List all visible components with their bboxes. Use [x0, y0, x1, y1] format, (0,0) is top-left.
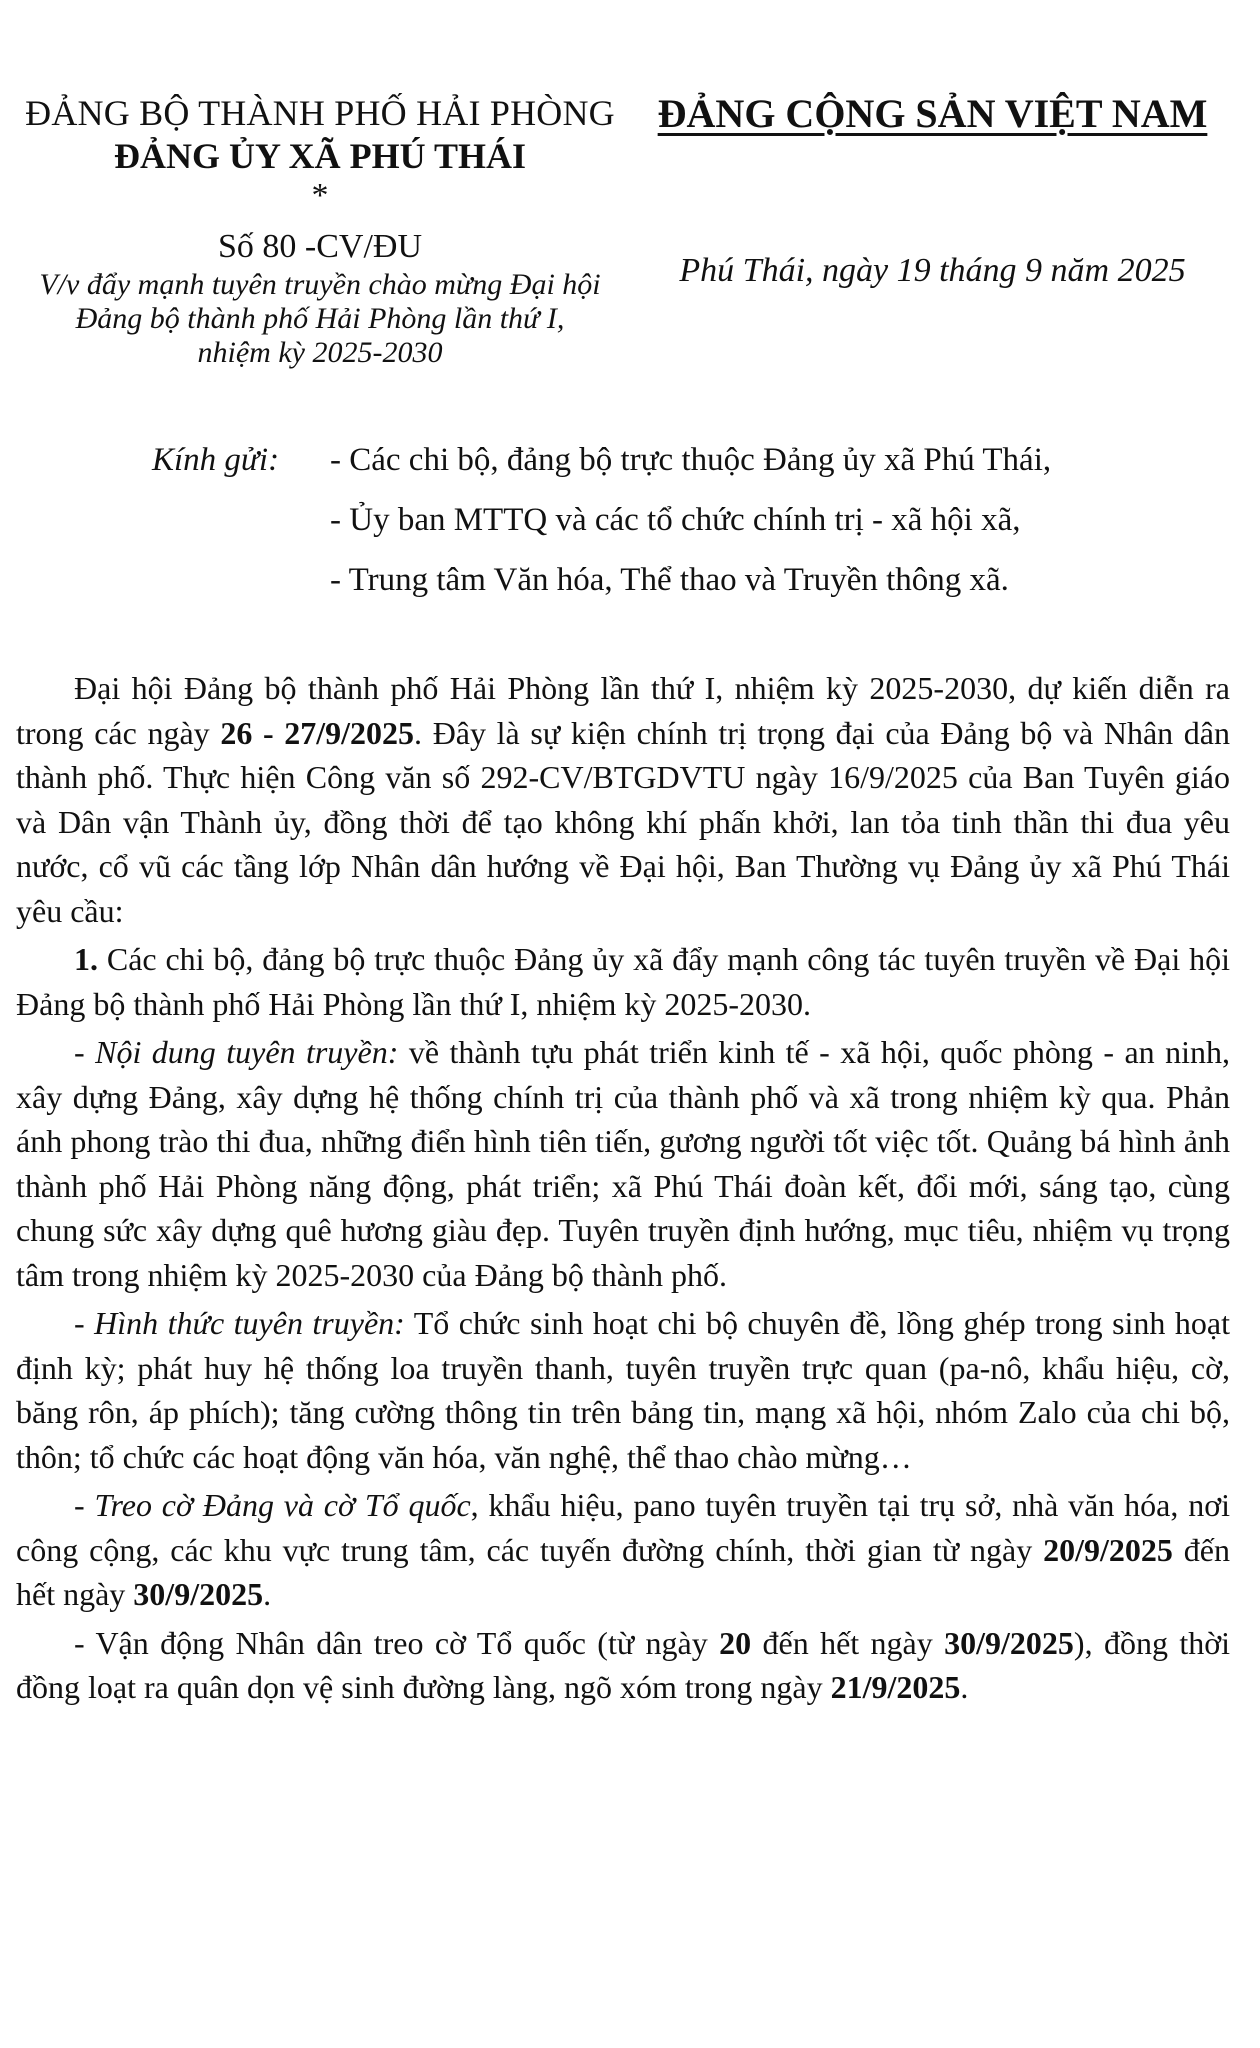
subject-line — [0, 268, 640, 370]
text-run: , khẩu hiệu, pano tuyên truyền tại trụ sở, nhà văn hóa, nơi công cộng, các khu vực trung tâm, các tuyến đường chính, thời gian từ ngày — [16, 1487, 1231, 1568]
text-run: ), đồng thời đồng loạt ra quân dọn vệ sinh đường làng, ngõ xóm trong ngày — [16, 1624, 1231, 1705]
text-run: đến hết ngày — [16, 1531, 1231, 1612]
party-name: ĐẢNG CỘNG SẢN VIỆT NAM — [657, 91, 1208, 136]
text-run: - Vận động Nhân dân treo cờ Tổ quốc (từ ngày — [74, 1624, 720, 1661]
text-run: Các chi bộ, đảng bộ trực thuộc Đảng ủy xã đẩy mạnh công tác tuyên truyền về Đại hội Đảng bộ thành phố Hải Phòng lần thứ I, nhiệm kỳ 2025-2030. — [16, 941, 1230, 1022]
mobilize-paragraph — [16, 1621, 1230, 1710]
subject-line-3: nhiệm kỳ 2025-2030 — [197, 336, 443, 369]
party-block — [640, 92, 1225, 292]
subject-line-2: Đảng bộ thành phố Hải Phòng lần thứ I, — [75, 302, 565, 335]
text-run: đến hết ngày — [751, 1624, 945, 1661]
intro-paragraph — [16, 666, 1230, 933]
start-date: 20/9/2025 — [1043, 1531, 1173, 1568]
flag-label: - Treo cờ Đảng và cờ Tổ quốc — [74, 1487, 471, 1523]
start-day: 20 — [719, 1624, 752, 1661]
text-run: . — [263, 1576, 272, 1612]
parent-organization: ĐẢNG BỘ THÀNH PHỐ HẢI PHÒNG — [25, 93, 615, 133]
separator-star: * — [311, 177, 329, 214]
subject-line-1: V/v đẩy mạnh tuyên truyền chào mừng Đại hội — [39, 268, 601, 301]
issuer-block — [0, 92, 640, 370]
text-run: . — [960, 1669, 969, 1705]
issuing-organization: ĐẢNG ỦY XÃ PHÚ THÁI — [113, 136, 526, 176]
content-paragraph — [16, 1030, 1230, 1297]
document-number: Số 80 -CV/ĐU — [217, 228, 423, 265]
flag-paragraph — [16, 1483, 1230, 1617]
recipient-item: - Trung tâm Văn hóa, Thể thao và Truyền thông xã. — [330, 562, 1009, 598]
letter-body — [16, 666, 1230, 1714]
text-run: Tổ chức sinh hoạt chi bộ chuyên đề, lồng ghép trong sinh hoạt định kỳ; phát huy hệ thống loa truyền thanh, tuyên truyền trực quan (pa-nô, khẩu hiệu, cờ, băng rôn, áp phích); tăng cường thông tin trên bảng tin, mạng xã hội, nhóm Zalo của chi bộ, thôn; tổ chức các hoạt động văn hóa, văn nghệ, thể thao chào mừng… — [16, 1305, 1231, 1475]
content-label: - Nội dung tuyên truyền: — [74, 1034, 399, 1070]
text-run: về thành tựu phát triển kinh tế - xã hội, quốc phòng - an ninh, xây dựng Đảng, xây dựng hệ thống chính trị của thành phố và xã trong nhiệm kỳ qua. Phản ánh phong trào thi đua, những điển hình tiên tiến, gương người tốt việc tốt. Quảng bá hình ảnh thành phố Hải Phòng năng động, phát triển; xã Phú Thái đoàn kết, đổi mới, sáng tạo, cùng chung sức xây dựng quê hương giàu đẹp. Tuyên truyền định hướng, mục tiêu, nhiệm vụ trọng tâm trong nhiệm kỳ 2025-2030 của Đảng bộ thành phố. — [16, 1034, 1231, 1293]
item-1-paragraph — [16, 937, 1230, 1026]
recipients-label: Kính gửi: — [152, 442, 280, 478]
end-date: 30/9/2025 — [133, 1576, 264, 1612]
congress-dates: 26 - 27/9/2025 — [220, 714, 415, 751]
text-run: Đại hội Đảng bộ thành phố Hải Phòng lần thứ I, nhiệm kỳ 2025-2030, dự kiến diễn ra trong các ngày — [16, 670, 1230, 751]
recipient-item: - Ủy ban MTTQ và các tổ chức chính trị - xã hội xã, — [330, 502, 1021, 538]
form-label: - Hình thức tuyên truyền: — [74, 1305, 405, 1341]
item-number: 1. — [74, 941, 98, 977]
recipients-list — [330, 430, 1230, 610]
form-paragraph — [16, 1301, 1230, 1479]
place-date: Phú Thái, ngày 19 tháng 9 năm 2025 — [679, 252, 1186, 289]
end-date: 30/9/2025 — [944, 1624, 1074, 1661]
text-run: . Đây là sự kiện chính trị trọng đại của Đảng bộ và Nhân dân thành phố. Thực hiện Công văn số 292-CV/BTGDVTU ngày 16/9/2025 của Ban Tuyên giáo và Dân vận Thành ủy, đồng thời để tạo không khí phấn khởi, lan tỏa tinh thần thi đua yêu nước, cổ vũ các tầng lớp Nhân dân hướng về Đại hội, Ban Thường vụ Đảng ủy xã Phú Thái yêu cầu: — [16, 714, 1231, 929]
recipient-item: - Các chi bộ, đảng bộ trực thuộc Đảng ủy xã Phú Thái, — [330, 442, 1052, 478]
cleanup-date: 21/9/2025 — [830, 1669, 961, 1705]
